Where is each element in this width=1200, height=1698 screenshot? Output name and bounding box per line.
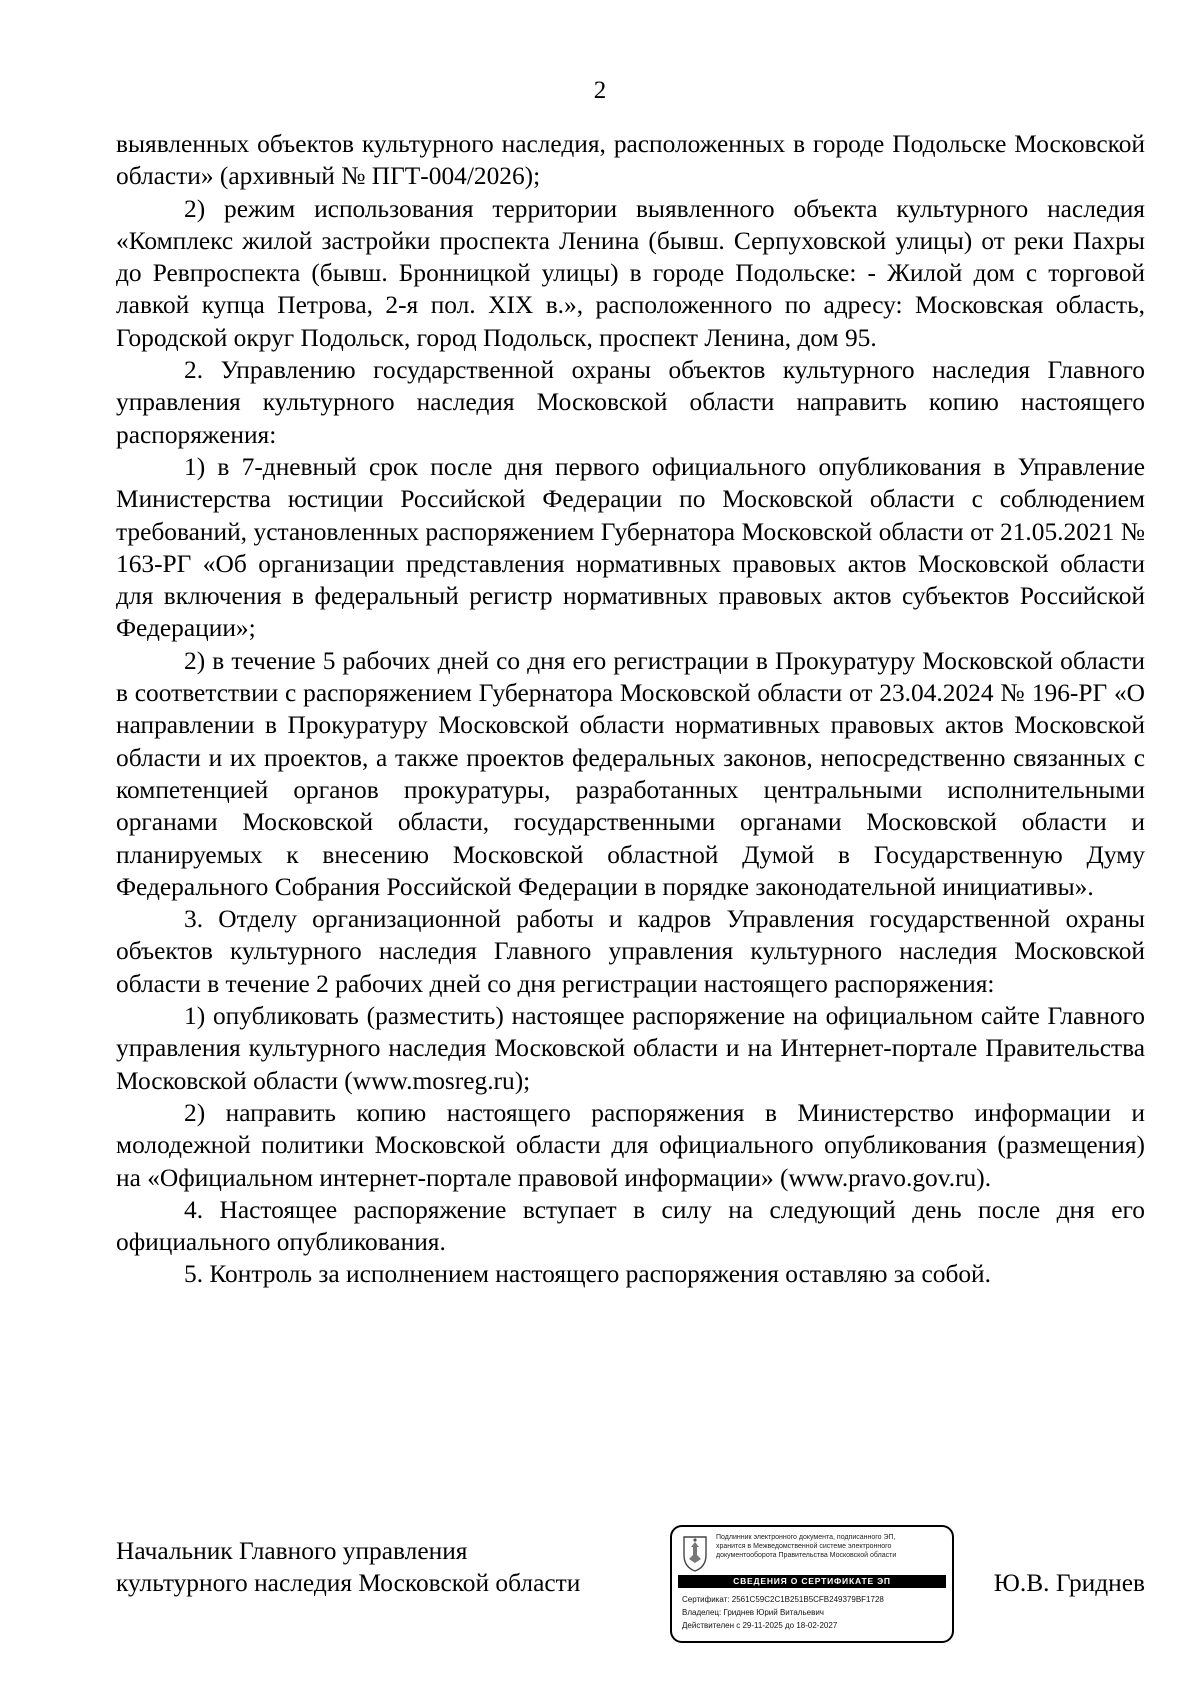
coat-of-arms-icon [680,1533,710,1573]
paragraph-10: 5. Контроль за исполнением настоящего распоряжения оставляю за собой. [184,1260,991,1289]
stamp-validity: Действителен с 29-11-2025 до 18-02-2027 [682,1621,838,1630]
paragraph-2: 2) режим использования территории выявленного объекта культурного наследия «Комплекс жилой застройки проспекта Ленина (бывш. Серпуховской улицы) от реки Пахры до Ревпроспекта (бывш. Бронницкой улицы) в городе Подольске: - Жилой дом с торговой лавкой купца Петрова, 2-я пол. XIX в.», расположенного по адресу: Московская область, Городской округ Подольск, город Подольск, проспект Ленина, дом 95. [116,194,1145,352]
stamp-notice-line-1: Подлинник электронного документа, подписанного ЭП, [716,1534,896,1541]
paragraph-9: 4. Настоящее распоряжение вступает в силу на следующий день после дня его официального опубликования. [116,1195,1145,1257]
signatory-title-line-1: Начальник Главного управления [116,1537,468,1565]
paragraph-6: 3. Отделу организационной работы и кадров Управления государственной охраны объектов культурного наследия Главного управления культурного наследия Московской области в течение 2 рабочих дней со дня регистрации настоящего распоряжения: [116,905,1145,998]
stamp-notice [716,1533,948,1560]
stamp-owner: Владелец: Гриднев Юрий Витальевич [682,1608,824,1617]
page-number: 2 [593,77,607,104]
stamp-notice-line-2: хранится в Межведомственной системе электронного [716,1543,892,1550]
paragraph-4: 1) в 7-дневный срок после дня первого официального опубликования в Управление Министерства юстиции Российской Федерации по Московской области с соблюдением требований, установленных распоряжением Губернатора Московской области от 21.05.2021 № 163-РГ «Об организации представления нормативных правовых актов Московской области для включения в федеральный регистр нормативных правовых актов субъектов Российской Федерации»; [116,452,1145,643]
signatory-title-line-2: культурного наследия Московской области [116,1569,581,1598]
paragraph-5: 2) в течение 5 рабочих дней со дня его регистрации в Прокуратуру Московской области в соответствии с распоряжением Губернатора Московской области от 23.04.2024 № 196-РГ «О направлении в Прокуратуру Московской области нормативных правовых актов Московской области и их проектов, а также проектов федеральных законов, непосредственно связанных с компетенцией органов прокуратуры, разработанных центральными исполнительными органами Московской области, государственными органами Московской области и планируемых к внесению Московской областной Думой в Государственную Думу Федерального Собрания Российской Федерации в порядке законодательной инициативы». [116,646,1145,901]
stamp-certificate-details [682,1593,948,1632]
stamp-certificate: Сертификат: 2561C59C2C1B251B5CFB249379BF1728 [682,1595,884,1604]
paragraph-1: выявленных объектов культурного наследия, расположенных в городе Подольске Московской области» (архивный № ПГТ-004/2026); [116,130,1145,191]
electronic-signature-stamp [670,1525,954,1643]
stamp-notice-line-3: документооборота Правительства Московской области [716,1552,897,1559]
signature-block [116,1525,1145,1655]
signatory-name: Ю.В. Гриднев [993,1569,1145,1597]
paragraph-8: 2) направить копию настоящего распоряжения в Министерство информации и молодежной политики Московской области для официального опубликования (размещения) на «Официальном интернет-портале правовой информации» (www.pravo.gov.ru). [116,1098,1145,1192]
signatory-title [116,1535,580,1600]
document-body [116,128,1145,1291]
stamp-header: СВЕДЕНИЯ О СЕРТИФИКАТЕ ЭП [678,1575,946,1588]
paragraph-3: 2. Управлению государственной охраны объектов культурного наследия Главного управления культурного наследия Московской области направить копию настоящего распоряжения: [116,356,1145,449]
paragraph-7: 1) опубликовать (разместить) настоящее распоряжение на официальном сайте Главного управления культурного наследия Московской области и на Интернет-портале Правительства Московской области (www.mosreg.ru); [116,1002,1145,1095]
